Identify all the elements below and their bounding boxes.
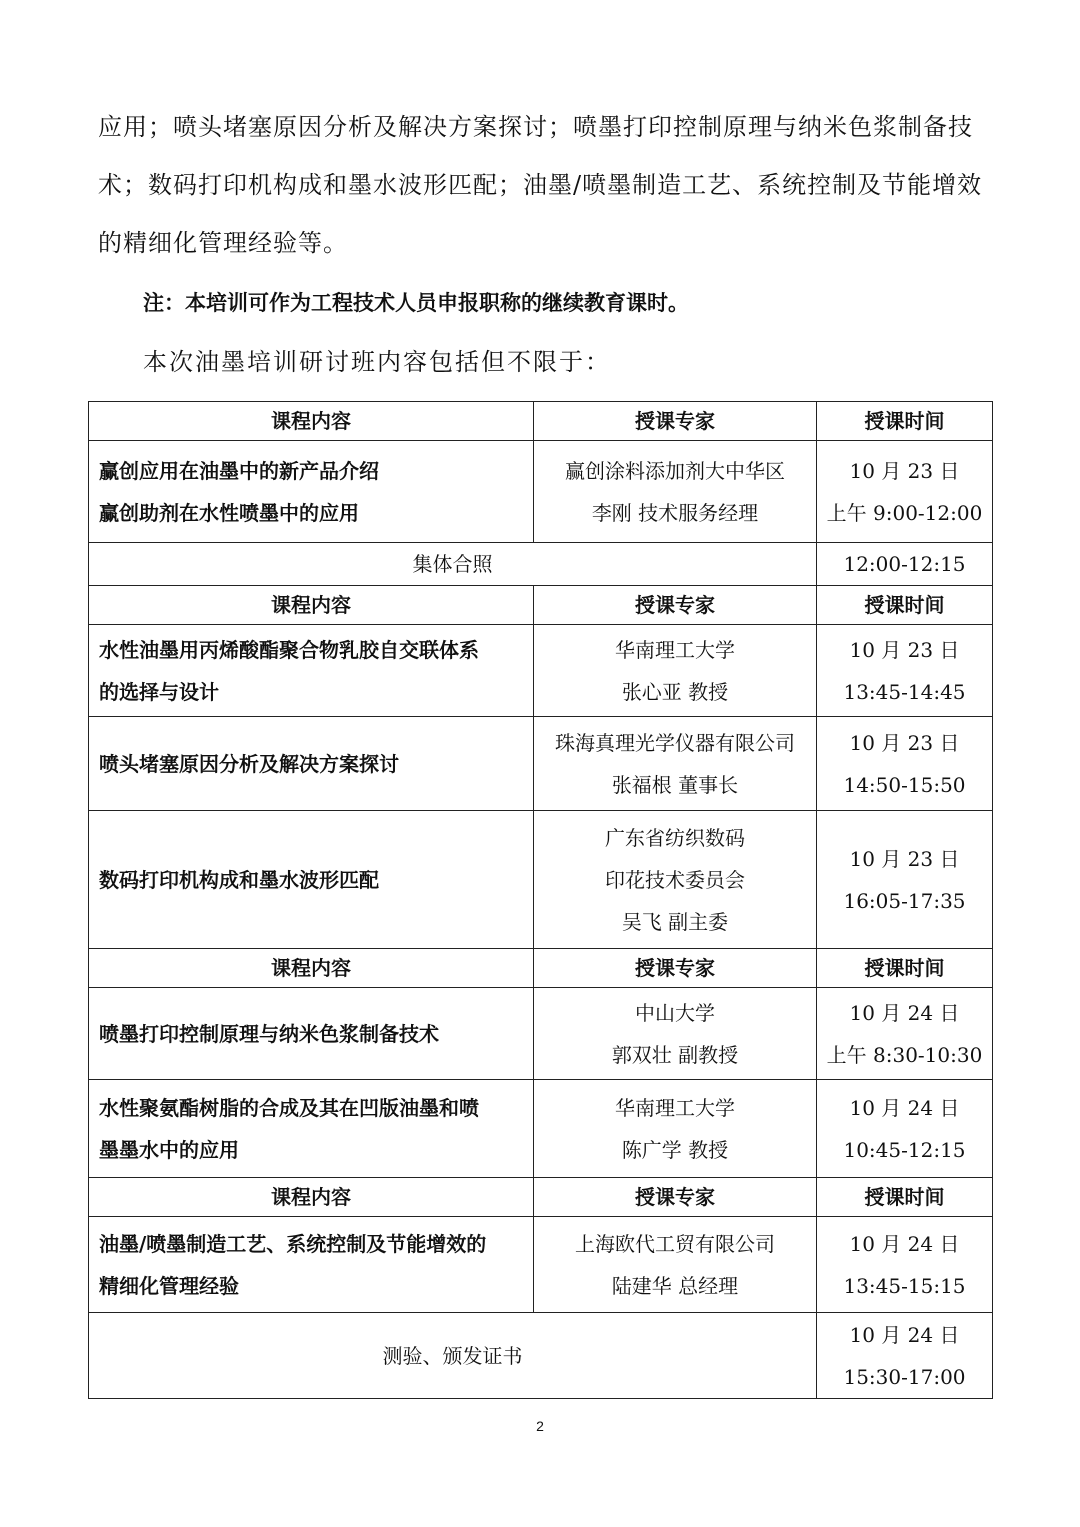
table-header-row [89, 402, 993, 441]
expert-line: 珠海真理光学仪器有限公司 [555, 730, 795, 755]
table-row [89, 1217, 993, 1313]
course-cell [89, 1080, 534, 1178]
header-course: 课程内容 [89, 949, 534, 988]
expert-cell [534, 988, 817, 1080]
course-line: 精细化管理经验 [99, 1273, 239, 1298]
header-expert: 授课专家 [534, 949, 817, 988]
expert-cell [534, 1217, 817, 1313]
header-time: 授课时间 [817, 402, 993, 441]
time-cell [817, 1313, 993, 1399]
header-expert: 授课专家 [534, 1178, 817, 1217]
expert-line: 郭双壮 副教授 [611, 1042, 739, 1067]
header-expert: 授课专家 [534, 586, 817, 625]
course-line: 赢创应用在油墨中的新产品介绍 [99, 458, 379, 483]
table-row [89, 1080, 993, 1178]
expert-line: 华南理工大学 [615, 637, 735, 662]
table-header-row [89, 586, 993, 625]
expert-line: 张心亚 教授 [621, 679, 729, 704]
time-line: 15:30-17:00 [843, 1364, 966, 1389]
course-line: 的选择与设计 [99, 679, 219, 704]
table-row [89, 717, 993, 811]
expert-line: 华南理工大学 [615, 1095, 735, 1120]
time-cell [817, 625, 993, 717]
time-line: 10 月 24 日 [849, 1322, 960, 1347]
time-line: 10 月 24 日 [849, 1231, 960, 1256]
expert-cell [534, 441, 817, 543]
intro-text: 本次油墨培训研讨班内容包括但不限于： [143, 348, 611, 376]
course-cell [89, 717, 534, 811]
header-expert: 授课专家 [534, 402, 817, 441]
body-paragraph: 应用；喷头堵塞原因分析及解决方案探讨；喷墨打印控制原理与纳米色浆制备技术；数码打印机构成和墨水波形匹配；油墨/喷墨制造工艺、系统控制及节能增效的精细化管理经验等。 [98, 113, 983, 257]
time-cell [817, 717, 993, 811]
time-line: 12:00-12:15 [843, 552, 966, 576]
course-line: 水性油墨用丙烯酸酯聚合物乳胶自交联体系 [99, 637, 479, 662]
time-cell [817, 543, 993, 586]
table-row [89, 625, 993, 717]
course-line: 水性聚氨酯树脂的合成及其在凹版油墨和喷 [99, 1095, 479, 1120]
merged-cell: 测验、颁发证书 [89, 1313, 817, 1399]
header-course: 课程内容 [89, 402, 534, 441]
expert-cell [534, 1080, 817, 1178]
course-line: 墨墨水中的应用 [99, 1137, 239, 1162]
table-row [89, 543, 993, 586]
expert-line: 上海欧代工贸有限公司 [575, 1231, 775, 1256]
time-cell [817, 988, 993, 1080]
header-course: 课程内容 [89, 1178, 534, 1217]
course-line: 赢创助剂在水性喷墨中的应用 [99, 500, 359, 525]
course-cell [89, 625, 534, 717]
header-course: 课程内容 [89, 586, 534, 625]
time-line: 上午 8:30-10:30 [826, 1042, 983, 1067]
time-line: 16:05-17:35 [843, 888, 966, 913]
page-number: 2 [536, 1418, 544, 1434]
time-line: 13:45-15:15 [843, 1273, 966, 1298]
course-cell [89, 811, 534, 949]
table-header-row [89, 1178, 993, 1217]
expert-line: 张福根 董事长 [611, 772, 739, 797]
expert-cell [534, 625, 817, 717]
expert-line: 吴飞 副主委 [621, 909, 729, 934]
course-cell [89, 1217, 534, 1313]
note-text: 注：本培训可作为工程技术人员申报职称的继续教育课时。 [143, 291, 689, 315]
schedule-table [88, 401, 993, 1399]
course-line: 喷墨打印控制原理与纳米色浆制备技术 [99, 1021, 439, 1046]
table-header-row [89, 949, 993, 988]
time-line: 13:45-14:45 [843, 679, 966, 704]
expert-line: 印花技术委员会 [605, 867, 745, 892]
time-line: 10 月 24 日 [849, 1095, 960, 1120]
table-row [89, 1313, 993, 1399]
expert-line: 陈广学 教授 [621, 1137, 729, 1162]
expert-line: 中山大学 [635, 1000, 715, 1025]
time-cell [817, 1217, 993, 1313]
course-line: 喷头堵塞原因分析及解决方案探讨 [99, 751, 399, 776]
course-cell [89, 988, 534, 1080]
time-cell [817, 811, 993, 949]
expert-line: 赢创涂料添加剂大中华区 [565, 458, 785, 483]
course-line: 数码打印机构成和墨水波形匹配 [99, 867, 379, 892]
expert-line: 李刚 技术服务经理 [591, 500, 759, 525]
header-time: 授课时间 [817, 1178, 993, 1217]
time-line: 14:50-15:50 [843, 772, 966, 797]
time-cell [817, 1080, 993, 1178]
header-time: 授课时间 [817, 586, 993, 625]
time-line: 10 月 23 日 [849, 637, 960, 662]
time-line: 10 月 23 日 [849, 846, 960, 871]
expert-line: 陆建华 总经理 [611, 1273, 739, 1298]
course-line: 油墨/喷墨制造工艺、系统控制及节能增效的 [99, 1231, 487, 1256]
table-row [89, 988, 993, 1080]
time-line: 10 月 23 日 [849, 458, 960, 483]
time-line: 上午 9:00-12:00 [826, 500, 983, 525]
header-time: 授课时间 [817, 949, 993, 988]
expert-line: 广东省纺织数码 [605, 825, 745, 850]
expert-cell [534, 717, 817, 811]
table-row [89, 441, 993, 543]
course-cell [89, 441, 534, 543]
expert-cell [534, 811, 817, 949]
time-line: 10 月 24 日 [849, 1000, 960, 1025]
merged-cell: 集体合照 [89, 543, 817, 586]
time-line: 10:45-12:15 [843, 1137, 966, 1162]
table-row [89, 811, 993, 949]
time-line: 10 月 23 日 [849, 730, 960, 755]
time-cell [817, 441, 993, 543]
